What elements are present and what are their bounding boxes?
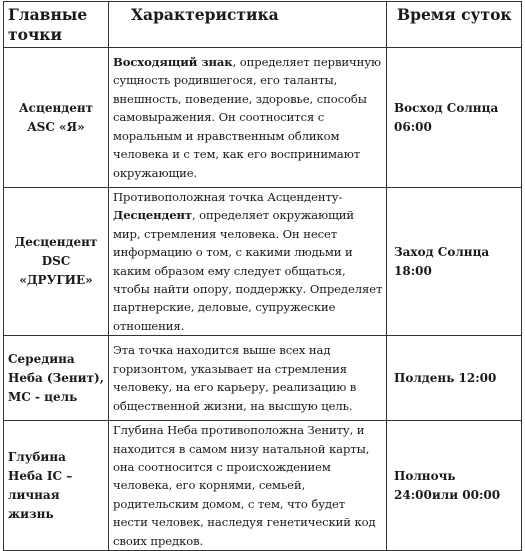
header-time-of-day: Время суток <box>387 2 522 48</box>
header-characteristic: Характеристика <box>109 2 387 48</box>
header-main-points: Главные точки <box>4 2 109 48</box>
time-imum-coeli: Полночь 24:00или 00:00 <box>387 421 522 551</box>
desc-imum-coeli: Глубина Неба противоположна Зениту, и находится в самом низу натальной карты, она соотносится с происхождением человека, его корнями, семьей, родительским домом, с тем, что будет нести человек, наследуя генетический код своих предков. <box>109 421 387 551</box>
desc-ascendant-text: , определяет первичную сущность родившегося, его таланты, внешность, поведение, здоровье, способы самовыражения. Он соотносится с моральным и нравственным обликом человека и с тем, как его воспринимают окружающие. <box>113 55 381 180</box>
table-row-ascendant <box>4 48 522 188</box>
table-header-row <box>4 2 522 48</box>
desc-ascendant <box>109 48 387 188</box>
table-row-midheaven <box>4 336 522 421</box>
point-descendant: Десцендент DSC «ДРУГИЕ» <box>4 188 109 336</box>
desc-descendant-intro: Противоположная точка Асценденту- <box>113 190 343 204</box>
point-ascendant: Асцендент ASC «Я» <box>4 48 109 188</box>
desc-descendant-term: Десцендент <box>113 208 192 223</box>
time-midheaven: Полдень 12:00 <box>387 336 522 421</box>
table-row-descendant <box>4 188 522 336</box>
astrology-points-table <box>3 1 522 551</box>
desc-descendant <box>109 188 387 336</box>
time-ascendant: Восход Солнца 06:00 <box>387 48 522 188</box>
time-descendant: Заход Солнца 18:00 <box>387 188 522 336</box>
point-midheaven: Середина Неба (Зенит), МС - цель <box>4 336 109 421</box>
desc-descendant-text: , определяет окружающий мир, стремления человека. Он несет информацию о том, с какими людьми и каким образом ему следует общаться, чтобы найти опору, поддержку. Определяет партнерские, деловые, супружеские отношения. <box>113 208 383 333</box>
point-imum-coeli: Глубина Неба IC – личная жизнь <box>4 421 109 551</box>
desc-midheaven: Эта точка находится выше всех над горизонтом, указывает на стремления человеку, на его карьеру, реализацию в общественной жизни, на высшую цель. <box>109 336 387 421</box>
desc-ascendant-term: Восходящий знак <box>113 55 233 70</box>
table-row-imum-coeli <box>4 421 522 551</box>
